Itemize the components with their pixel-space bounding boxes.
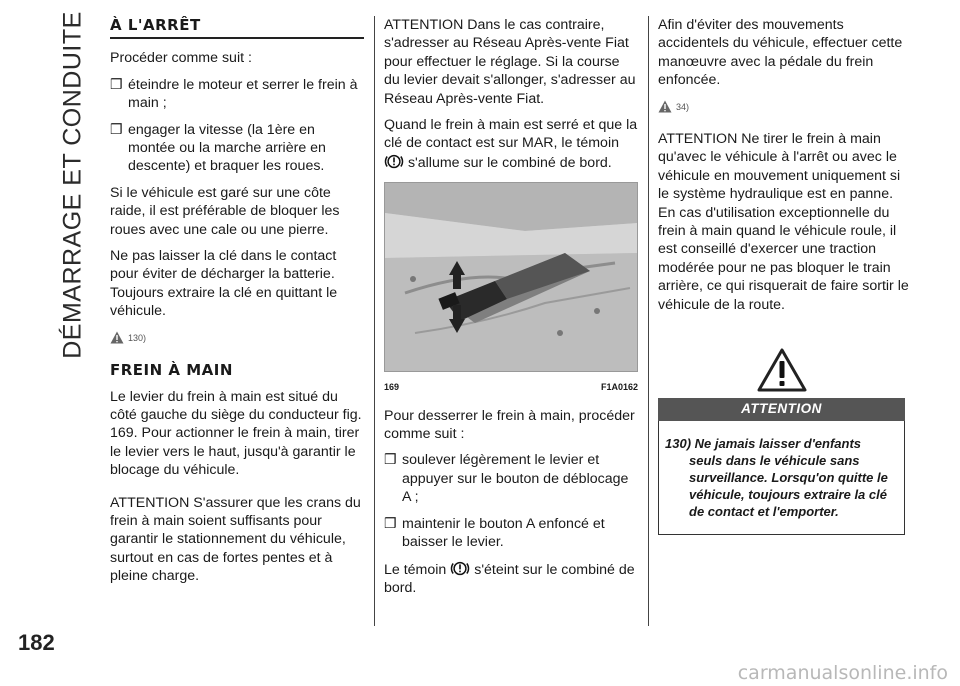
checkbox-bullet-icon: ❒ xyxy=(110,76,123,93)
paragraph: Afin d'éviter des mouvements accidentels du véhicule, effectuer cette manœuvre avec la pédale du frein enfoncée. xyxy=(658,17,903,89)
list-item: ❒ éteindre le moteur et serrer le frein à main ; xyxy=(110,76,358,112)
figure-code: F1A0162 xyxy=(600,382,638,393)
paragraph: Le levier du frein à main est situé du côté gauche du siège du conducteur fig. 169. Pour actionner le frein à main, tirer le levier vers le haut, jusqu'à garantir le blocage du véhicule. xyxy=(110,388,362,479)
warning-triangle-icon xyxy=(110,331,124,344)
paragraph: Quand le frein à main est serré et que la clé de contact est sur MAR, le témoin xyxy=(384,117,638,152)
brake-warning-light-icon xyxy=(384,153,404,170)
paragraph: ATTENTION S'assurer que les crans du frein à main soient suffisants pour garantir le stationnement du véhicule, surtout en cas de fortes pentes et à pleine charge. xyxy=(110,494,361,585)
watermark: carmanualsonline.info xyxy=(737,662,948,684)
brake-warning-light-icon xyxy=(450,560,470,577)
paragraph: Ne pas laisser la clé dans le contact pour éviter de décharger la batterie. Toujours extraire la clé en quittant le véhicule. xyxy=(110,248,338,320)
paragraph: Procéder comme suit : xyxy=(110,50,252,67)
heading-rule xyxy=(110,37,364,39)
list-item: ❒ soulever légèrement le levier et appuyer sur le bouton de déblocage A ; xyxy=(384,452,629,506)
warning-text: 130) Ne jamais laisser d'enfants seuls dans le véhicule sans surveillance. Lorsqu'on quitte le véhicule, toujours extraire la clé de contact et l'emporter. xyxy=(658,421,905,535)
warning-triangle-icon xyxy=(658,100,672,113)
warning-triangle-icon xyxy=(757,348,807,392)
warning-title: ATTENTION xyxy=(658,398,905,420)
warning-reference: 34) xyxy=(658,98,912,116)
paragraph: s'allume sur le combiné de bord. xyxy=(384,153,638,172)
column-3 xyxy=(658,16,912,535)
section-heading-frein-a-main: FREIN À MAIN xyxy=(110,361,233,380)
checkbox-bullet-icon: ❒ xyxy=(384,452,397,469)
list-item: ❒ maintenir le bouton A enfoncé et baisser le levier. xyxy=(384,515,605,551)
section-heading-arret: À L'ARRÊT xyxy=(110,16,201,34)
paragraph: Si le véhicule est garé sur une côte raide, il est préférable de bloquer les roues avec une cale ou une pierre. xyxy=(110,184,340,238)
column-1 xyxy=(110,16,364,594)
figure-caption xyxy=(384,378,638,396)
list-item: ❒ engager la vitesse (la 1ère en montée ou la marche arrière en descente) et braquer les roues. xyxy=(110,121,326,175)
handbrake-illustration xyxy=(385,183,637,371)
column-divider xyxy=(648,16,649,626)
handbrake-figure xyxy=(384,182,638,372)
warning-sign xyxy=(658,348,905,392)
figure-number: 169 xyxy=(384,382,400,393)
checkbox-bullet-icon: ❒ xyxy=(384,515,397,532)
column-2 xyxy=(384,16,638,605)
page-number: 182 xyxy=(18,630,55,655)
paragraph: Le témoin s'éteint sur le combiné de bord. xyxy=(384,561,635,596)
column-divider xyxy=(374,16,375,626)
checkbox-bullet-icon: ❒ xyxy=(110,121,123,138)
warning-reference: 130) xyxy=(110,329,364,347)
paragraph: ATTENTION Dans le cas contraire, s'adresser au Réseau Après-vente Fiat pour effectuer le réglage. Si la course du levier devait s'allonger, s'adresser au Réseau Après-vente Fiat. xyxy=(384,17,636,107)
paragraph: ATTENTION Ne tirer le frein à main qu'avec le véhicule à l'arrêt ou avec le véhicule en mouvement uniquement si le système hydraulique est en panne. En cas d'utilisation exceptionnelle du frein à main quand le véhicule roule, il est conseillé d'exercer une traction modérée pour ne pas bloquer le train arrière, ce qui risquerait de faire sortir le véhicule de la route. xyxy=(658,131,909,313)
paragraph: Pour desserrer le frein à main, procéder comme suit : xyxy=(384,407,635,443)
chapter-side-title: DÉMARRAGE ET CONDUITE xyxy=(58,11,87,359)
warning-box xyxy=(658,348,905,534)
